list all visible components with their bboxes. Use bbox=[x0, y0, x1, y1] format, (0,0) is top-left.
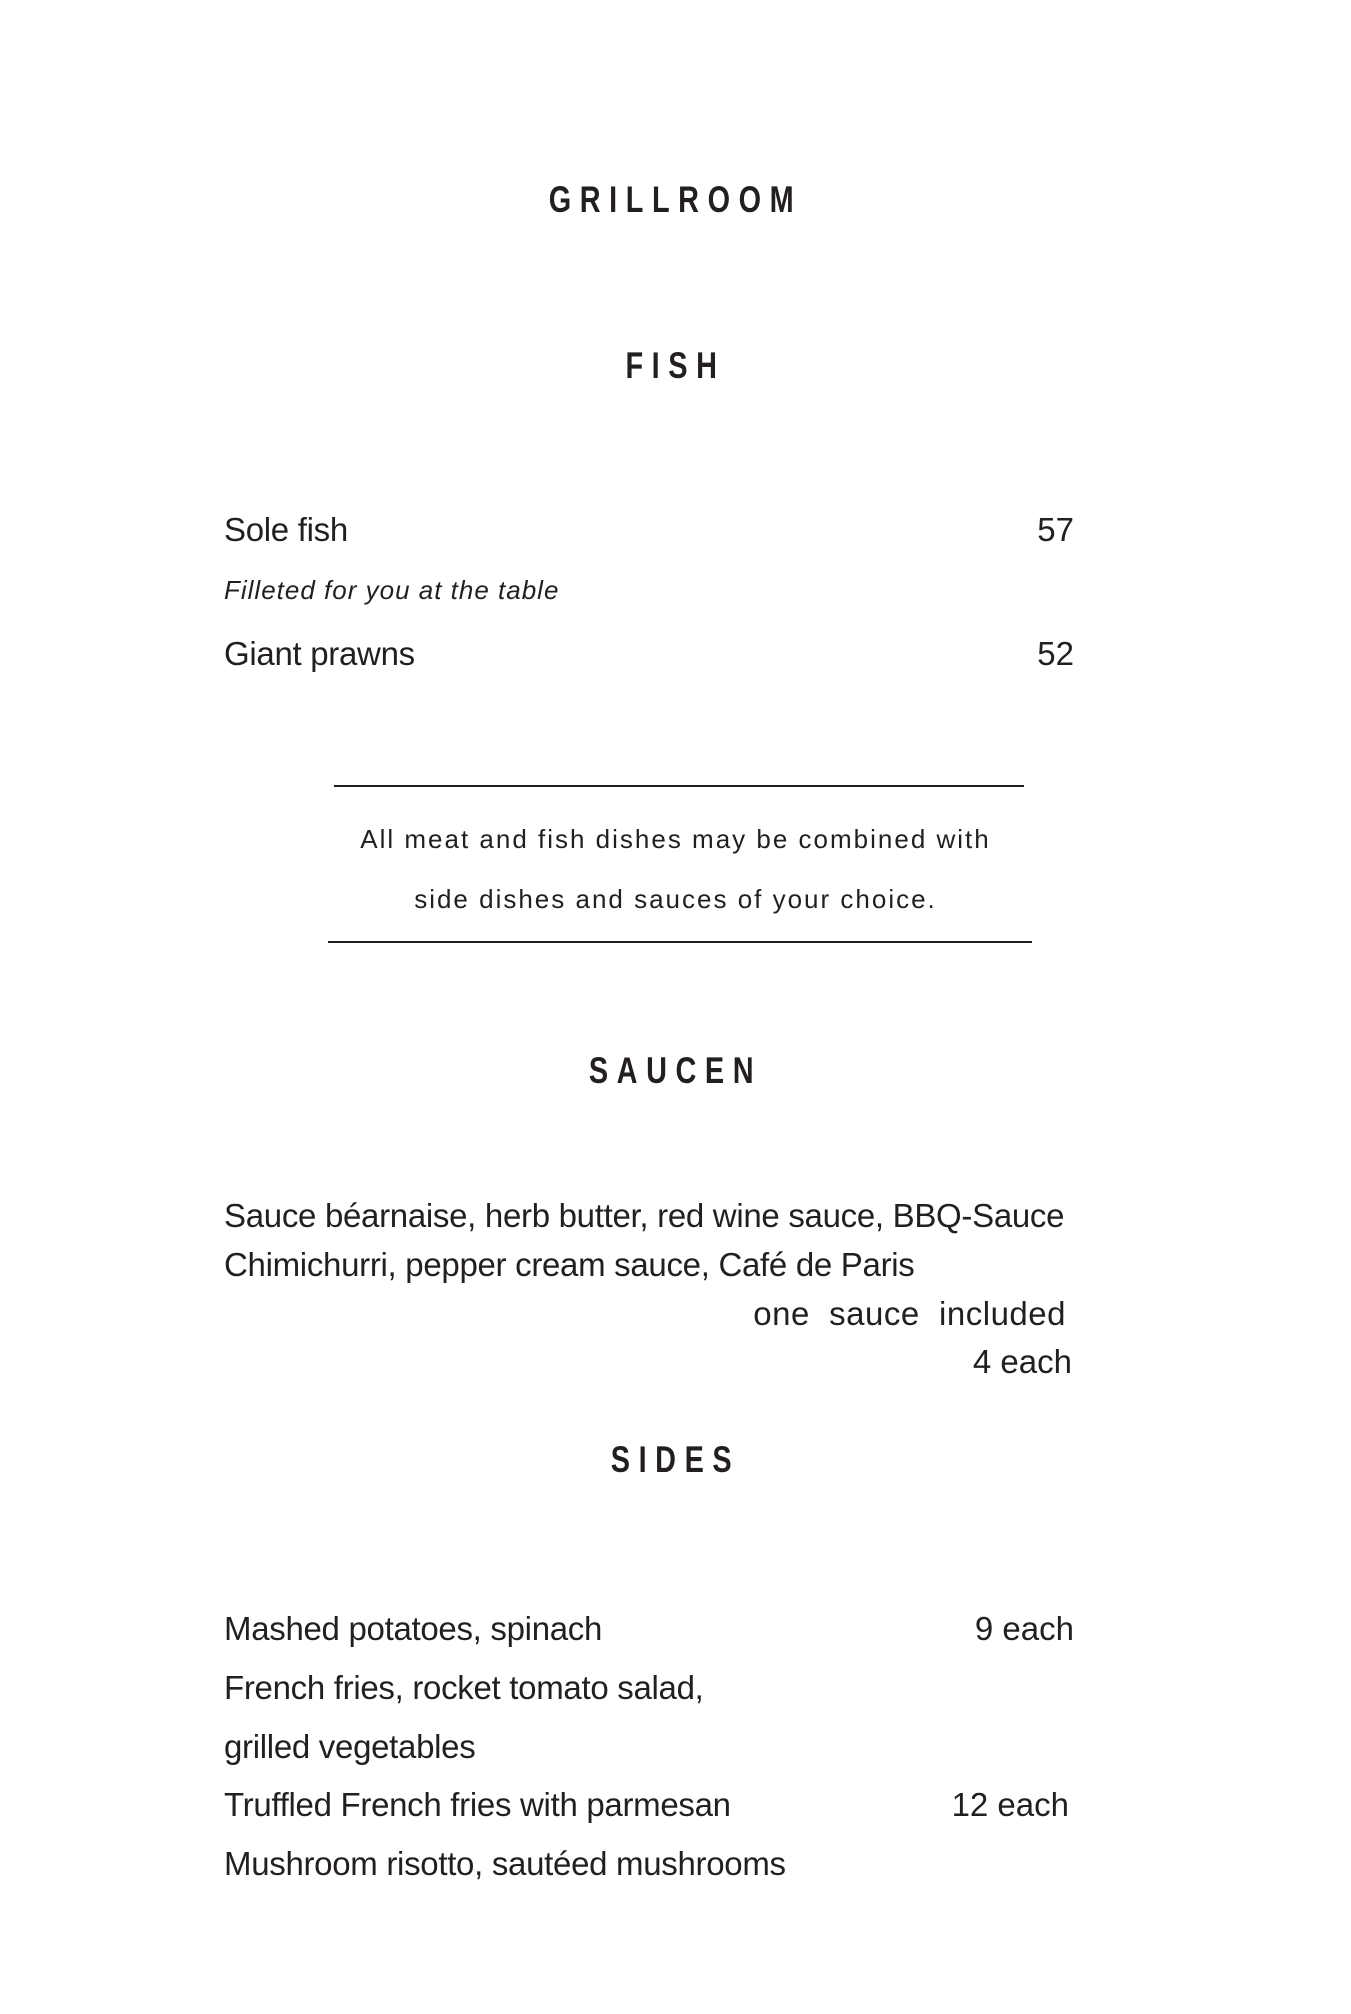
menu-item-price: 52 bbox=[1037, 635, 1074, 672]
side-item-name: Mashed potatoes, spinach bbox=[224, 1610, 603, 1647]
sauce-price: 4 each bbox=[972, 1343, 1072, 1380]
side-item-price: 9 each bbox=[974, 1610, 1074, 1647]
menu-item-price: 57 bbox=[1037, 511, 1074, 548]
side-item-price: 12 each bbox=[951, 1786, 1069, 1823]
sauce-list-line-2: Chimichurri, pepper cream sauce, Café de Paris bbox=[224, 1246, 915, 1283]
sauce-included-note: one sauce included bbox=[753, 1295, 1066, 1332]
side-item-name: grilled vegetables bbox=[224, 1728, 476, 1765]
section-heading-saucen: SAUCEN bbox=[588, 1050, 763, 1091]
side-item-name: Truffled French fries with parmesan bbox=[224, 1786, 731, 1823]
divider-top bbox=[334, 785, 1024, 787]
side-item-name: French fries, rocket tomato salad, bbox=[224, 1669, 704, 1706]
menu-item-name: Sole fish bbox=[224, 511, 348, 548]
menu-item-name: Giant prawns bbox=[224, 635, 415, 672]
section-heading-fish: FISH bbox=[625, 345, 726, 386]
sauce-list-line-1: Sauce béarnaise, herb butter, red wine sauce, BBQ-Sauce bbox=[224, 1197, 1065, 1234]
combination-note-line-2: side dishes and sauces of your choice. bbox=[414, 884, 937, 914]
section-heading-sides: SIDES bbox=[610, 1439, 741, 1480]
divider-bottom bbox=[328, 941, 1032, 943]
page-title: GRILLROOM bbox=[548, 179, 803, 220]
side-item-name: Mushroom risotto, sautéed mushrooms bbox=[224, 1845, 786, 1882]
menu-item-description: Filleted for you at the table bbox=[224, 575, 560, 605]
combination-note-line-1: All meat and fish dishes may be combined with bbox=[360, 824, 991, 854]
